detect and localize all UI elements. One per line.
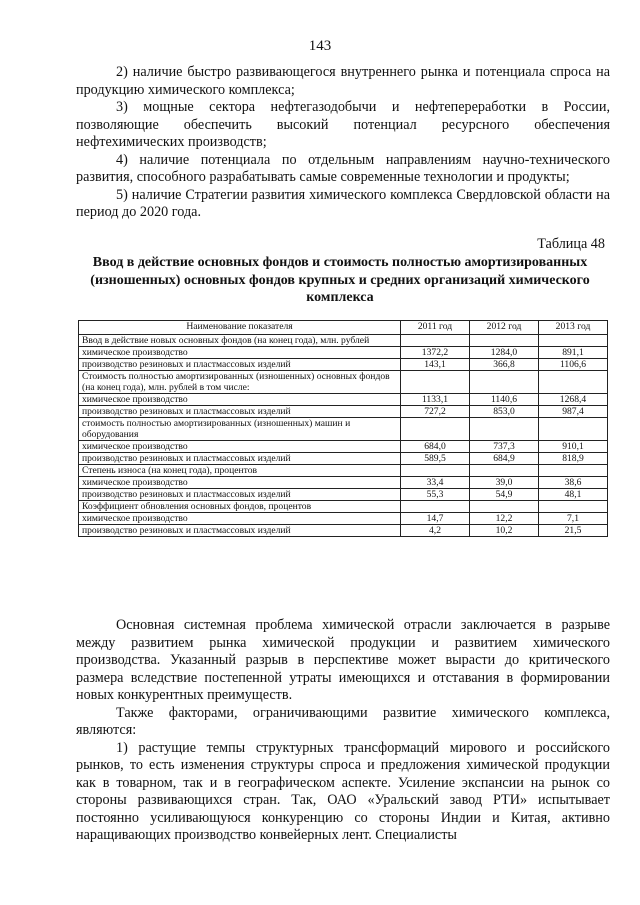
table-row — [79, 394, 608, 406]
value-cell: 10,2 — [470, 525, 539, 537]
page-number: 143 — [308, 38, 332, 54]
value-cell — [470, 371, 539, 394]
value-cell: 1372,2 — [401, 347, 470, 359]
value-cell — [539, 418, 608, 441]
value-cell: 48,1 — [539, 489, 608, 501]
table-title: Ввод в действие основных фондов и стоимость полностью амортизированных (изношенных) основных фондов крупных и средних организаций химического комплекса — [90, 255, 590, 305]
body-paragraph: Также факторами, ограничивающими развитие химического комплекса, являются: — [76, 704, 610, 738]
column-header: 2013 год — [539, 321, 608, 335]
value-cell: 4,2 — [401, 525, 470, 537]
value-cell — [401, 371, 470, 394]
value-cell: 12,2 — [470, 513, 539, 525]
value-cell: 1140,6 — [470, 394, 539, 406]
value-cell: 987,4 — [539, 406, 608, 418]
row-label-cell: производство резиновых и пластмассовых изделий — [79, 453, 401, 465]
table-header-row — [79, 321, 608, 335]
table-row — [79, 406, 608, 418]
value-cell — [401, 335, 470, 347]
table-row — [79, 371, 608, 394]
value-cell — [401, 418, 470, 441]
row-label-cell: Степень износа (на конец года), процентов — [79, 465, 401, 477]
intro-text — [76, 64, 610, 222]
value-cell — [539, 335, 608, 347]
value-cell: 14,7 — [401, 513, 470, 525]
value-cell — [470, 335, 539, 347]
value-cell: 818,9 — [539, 453, 608, 465]
value-cell: 910,1 — [539, 441, 608, 453]
table-row — [79, 525, 608, 537]
row-label-cell: химическое производство — [79, 394, 401, 406]
value-cell: 143,1 — [401, 359, 470, 371]
value-cell: 38,6 — [539, 477, 608, 489]
body-text — [76, 617, 610, 845]
table-row — [79, 453, 608, 465]
value-cell: 366,8 — [470, 359, 539, 371]
value-cell — [470, 465, 539, 477]
table-row — [79, 335, 608, 347]
value-cell — [470, 501, 539, 513]
intro-paragraph: 4) наличие потенциала по отдельным направлениям научно-технического развития, способного разрабатывать самые современные технологии и продукты; — [76, 151, 610, 185]
column-header: 2012 год — [470, 321, 539, 335]
table-body — [79, 335, 608, 537]
row-label-cell: химическое производство — [79, 347, 401, 359]
value-cell: 1284,0 — [470, 347, 539, 359]
column-header: Наименование показателя — [79, 321, 401, 335]
value-cell: 1133,1 — [401, 394, 470, 406]
value-cell: 55,3 — [401, 489, 470, 501]
value-cell: 684,9 — [470, 453, 539, 465]
value-cell: 589,5 — [401, 453, 470, 465]
body-paragraph: Основная системная проблема химической отрасли заключается в разрыве между развитием рынка химической продукции и развитием химического производства. Указанный разрыв в перспективе может вырасти до критического размера вследствие постепенной утраты имеющихся и отставания в формировании новых конкурентных преимуществ. — [76, 617, 610, 703]
value-cell: 39,0 — [470, 477, 539, 489]
value-cell — [401, 465, 470, 477]
table-row — [79, 418, 608, 441]
value-cell: 33,4 — [401, 477, 470, 489]
body-paragraph: 1) растущие темпы структурных трансформаций мирового и российского рынков, то есть изменения структуры спроса и предложения химической продукции как в товарном, так и в географическом аспекте. Усиление экспансии на рынок со стороны развивающихся стран. Так, ОАО «Уральский завод РТИ» испытывает постоянно усиливающуюся конкуренцию со стороны Индии и Китая, активно наращивающих производство конвейерных лент. Специалисты — [76, 739, 610, 843]
row-label-cell: производство резиновых и пластмассовых изделий — [79, 525, 401, 537]
value-cell — [539, 501, 608, 513]
row-label-cell: химическое производство — [79, 477, 401, 489]
value-cell: 684,0 — [401, 441, 470, 453]
table-row — [79, 513, 608, 525]
row-label-cell: Коэффициент обновления основных фондов, процентов — [79, 501, 401, 513]
data-table — [78, 320, 608, 537]
table-row — [79, 465, 608, 477]
table-label: Таблица 48 — [537, 236, 605, 252]
intro-paragraph: 2) наличие быстро развивающегося внутреннего рынка и потенциала спроса на продукцию химического комплекса; — [76, 64, 610, 98]
value-cell — [539, 465, 608, 477]
table-row — [79, 347, 608, 359]
value-cell: 54,9 — [470, 489, 539, 501]
value-cell: 737,3 — [470, 441, 539, 453]
value-cell — [470, 418, 539, 441]
table-row — [79, 359, 608, 371]
value-cell — [401, 501, 470, 513]
column-header: 2011 год — [401, 321, 470, 335]
value-cell: 1106,6 — [539, 359, 608, 371]
value-cell: 21,5 — [539, 525, 608, 537]
value-cell: 7,1 — [539, 513, 608, 525]
table-row — [79, 489, 608, 501]
row-label-cell: химическое производство — [79, 441, 401, 453]
row-label-cell: химическое производство — [79, 513, 401, 525]
value-cell: 853,0 — [470, 406, 539, 418]
row-label-cell: производство резиновых и пластмассовых изделий — [79, 359, 401, 371]
intro-paragraph: 5) наличие Стратегии развития химического комплекса Свердловской области на период до 2020 года. — [76, 186, 610, 220]
row-label-cell: стоимость полностью амортизированных (изношенных) машин и оборудования — [79, 418, 401, 441]
value-cell: 727,2 — [401, 406, 470, 418]
table-row — [79, 501, 608, 513]
row-label-cell: производство резиновых и пластмассовых изделий — [79, 489, 401, 501]
value-cell — [539, 371, 608, 394]
row-label-cell: Стоимость полностью амортизированных (изношенных) основных фондов (на конец года), млн. рублей в том числе: — [79, 371, 401, 394]
row-label-cell: Ввод в действие новых основных фондов (на конец года), млн. рублей — [79, 335, 401, 347]
value-cell: 891,1 — [539, 347, 608, 359]
table-row — [79, 441, 608, 453]
table-row — [79, 477, 608, 489]
row-label-cell: производство резиновых и пластмассовых изделий — [79, 406, 401, 418]
value-cell: 1268,4 — [539, 394, 608, 406]
intro-paragraph: 3) мощные сектора нефтегазодобычи и нефтепереработки в России, позволяющие обеспечить высокий потенциал ресурсного обеспечения нефтехимических производств; — [76, 99, 610, 150]
